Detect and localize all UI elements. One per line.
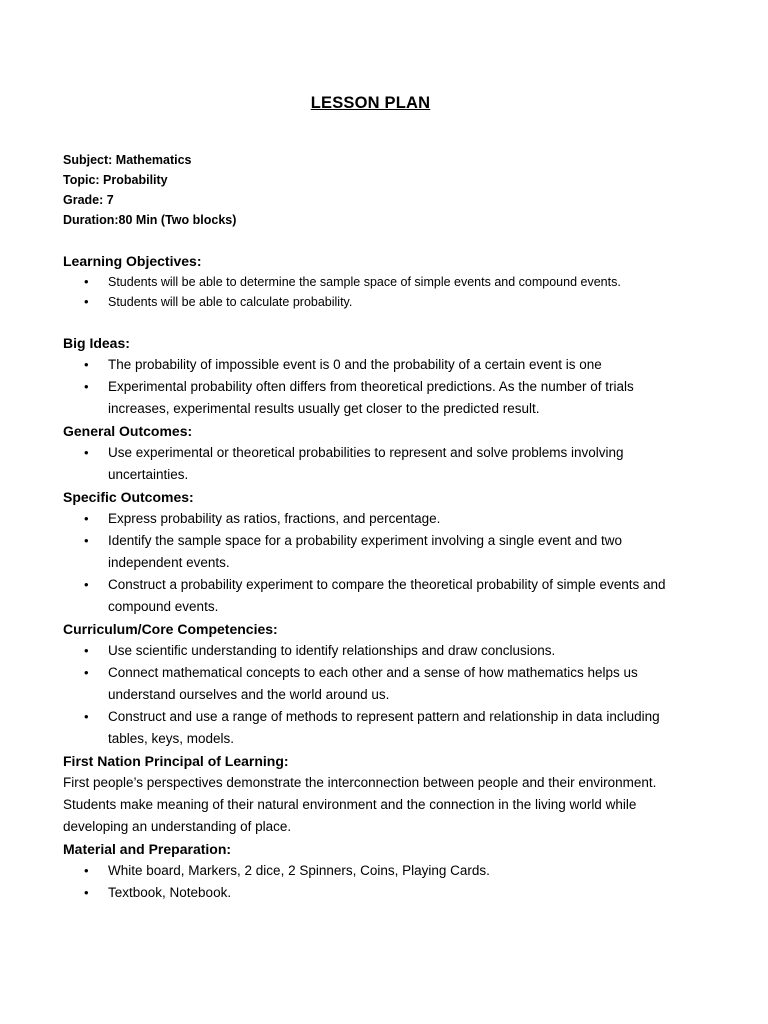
bullet-icon: •: [84, 533, 89, 548]
section-big-ideas: [63, 332, 693, 420]
list-item: [63, 292, 693, 312]
list-item-text: Construct a probability experiment to compare the theoretical probability of simple events and compound events.: [108, 577, 666, 614]
list-item: [63, 530, 693, 574]
bullet-list: [63, 640, 693, 750]
list-item-text: Students will be able to determine the sample space of simple events and compound events.: [108, 275, 621, 289]
bullet-icon: •: [84, 665, 89, 680]
section-learning-objectives: [63, 250, 693, 312]
bullet-icon: •: [84, 885, 89, 900]
document-title: LESSON PLAN: [310, 94, 431, 112]
list-item-text: Students will be able to calculate probability.: [108, 295, 353, 309]
section-first-nation: [63, 750, 693, 838]
list-item: [63, 882, 693, 904]
list-item: [63, 442, 693, 486]
meta-topic: Topic: Probability: [63, 173, 168, 187]
list-item: [63, 662, 693, 706]
meta-subject: Subject: Mathematics: [63, 153, 192, 167]
list-item: [63, 376, 693, 420]
bullet-icon: •: [84, 294, 89, 309]
section-general-outcomes: [63, 420, 693, 486]
bullet-list: [63, 508, 693, 618]
meta-duration: Duration:80 Min (Two blocks): [63, 213, 237, 227]
list-item-text: Construct and use a range of methods to represent pattern and relationship in data including tables, keys, models.: [108, 709, 660, 746]
document-body: [63, 250, 693, 904]
bullet-list: [63, 442, 693, 486]
bullet-icon: •: [84, 274, 89, 289]
section-materials: [63, 838, 693, 904]
section-heading: Material and Preparation:: [63, 841, 232, 857]
lesson-meta: [63, 150, 236, 230]
meta-grade: Grade: 7: [63, 193, 114, 207]
bullet-icon: •: [84, 511, 89, 526]
list-item: [63, 706, 693, 750]
bullet-icon: •: [84, 577, 89, 592]
list-item-text: Experimental probability often differs from theoretical predictions. As the number of trials increases, experimental results usually get closer to the predicted result.: [108, 379, 634, 416]
section-heading: Learning Objectives:: [63, 253, 202, 269]
section-heading: Big Ideas:: [63, 335, 130, 351]
bullet-icon: •: [84, 863, 89, 878]
list-item: [63, 508, 693, 530]
list-item: [63, 640, 693, 662]
section-paragraph: First people’s perspectives demonstrate the interconnection between people and their environment. Students make meaning of their natural environment and the connection in the living world while developing an understanding of place.: [63, 775, 657, 834]
section-heading: Specific Outcomes:: [63, 489, 194, 505]
bullet-icon: •: [84, 357, 89, 372]
list-item: [63, 574, 693, 618]
bullet-icon: •: [84, 379, 89, 394]
bullet-list: [63, 354, 693, 420]
section-heading: General Outcomes:: [63, 423, 193, 439]
list-item-text: Express probability as ratios, fractions, and percentage.: [108, 511, 441, 526]
list-item-text: Use scientific understanding to identify relationships and draw conclusions.: [108, 643, 556, 658]
section-core-competencies: [63, 618, 693, 750]
list-item: [63, 354, 693, 376]
bullet-icon: •: [84, 643, 89, 658]
bullet-list: [63, 272, 693, 312]
section-heading: First Nation Principal of Learning:: [63, 753, 289, 769]
bullet-icon: •: [84, 445, 89, 460]
bullet-icon: •: [84, 709, 89, 724]
bullet-list: [63, 860, 693, 904]
list-item-text: Identify the sample space for a probability experiment involving a single event and two independent events.: [108, 533, 623, 570]
list-item: [63, 860, 693, 882]
list-item-text: Connect mathematical concepts to each other and a sense of how mathematics helps us understand ourselves and the world around us.: [108, 665, 638, 702]
list-item: [63, 272, 693, 292]
list-item-text: Use experimental or theoretical probabilities to represent and solve problems involving uncertainties.: [108, 445, 624, 482]
list-item-text: Textbook, Notebook.: [108, 885, 232, 900]
list-item-text: White board, Markers, 2 dice, 2 Spinners, Coins, Playing Cards.: [108, 863, 490, 878]
list-item-text: The probability of impossible event is 0 and the probability of a certain event is one: [108, 357, 602, 372]
section-specific-outcomes: [63, 486, 693, 618]
section-heading: Curriculum/Core Competencies:: [63, 621, 278, 637]
